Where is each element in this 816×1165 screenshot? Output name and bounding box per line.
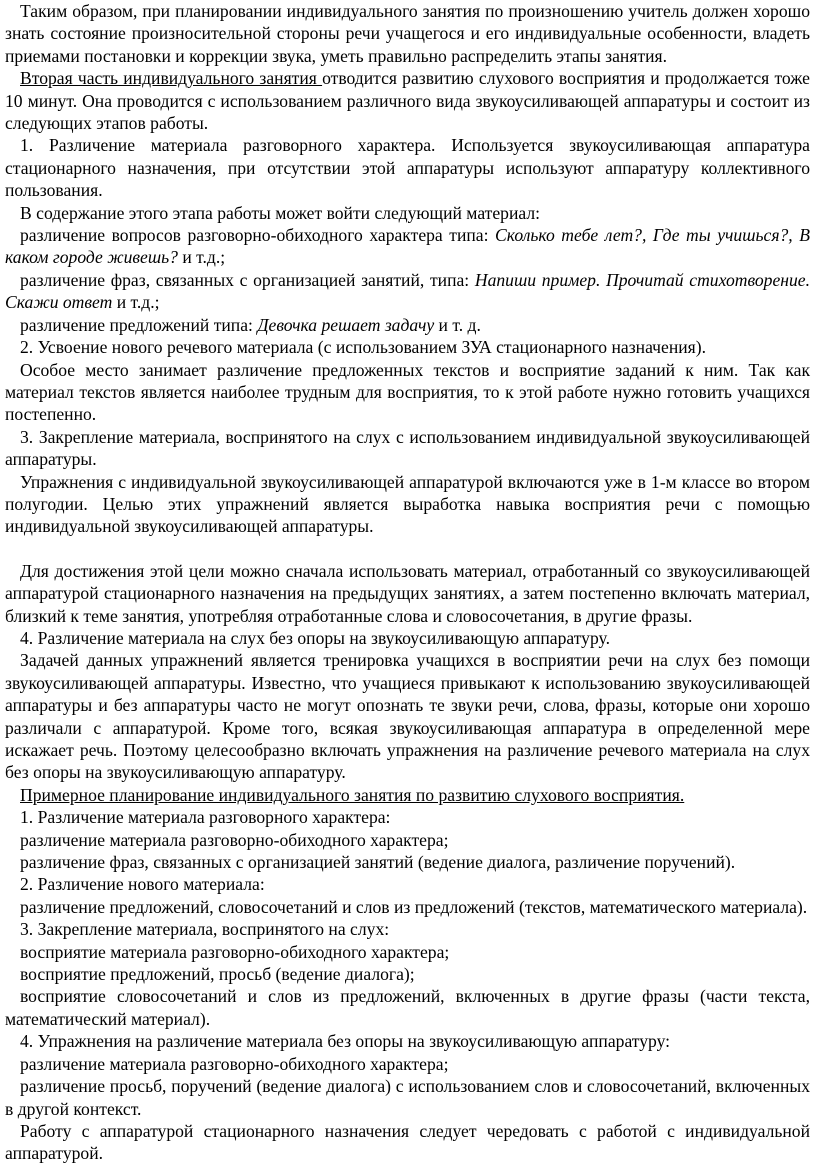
paragraph-step-3: 3. Закрепление материала, воспринятого на слух с использованием индивидуальной звукоусиливающей аппаратуры. [5, 426, 810, 470]
paragraph-final: Работу с аппаратурой стационарного назначения следует чередовать с работой с индивидуальной аппаратурой. [5, 1120, 810, 1164]
paragraph-plan-3a: восприятие материала разговорно-обиходного характера; [20, 941, 450, 962]
underlined-heading: Вторая часть индивидуального занятия [20, 68, 323, 89]
paragraph-questions: различение вопросов разговорно-обиходного характера типа: Сколько тебе лет?, Где ты учишься?, В каком городе живешь? и т.д.; [5, 225, 810, 268]
paragraph-plan-2a: различение предложений, словосочетаний и слов из предложений (текстов, математического материала). [20, 896, 808, 917]
paragraph-plan-3b: восприятие предложений, просьб (ведение диалога); [20, 964, 415, 985]
paragraph-plan-4: 4. Упражнения на различение материала без опоры на звукоусиливающую аппаратуру: [20, 1031, 671, 1052]
paragraph-plan-3c: восприятие словосочетаний и слов из предложений, включенных в другие фразы (части текста, математический материал). [5, 986, 810, 1029]
paragraph-conclusion: Таким образом, при планировании индивидуального занятия по произношению учитель должен хорошо знать состояние произносительной стороны речи учащегося и его индивидуальные особенности, владеть приемами постановки и коррекции звука, уметь правильно распределить этапы занятия. [5, 1, 810, 66]
underlined-heading: Примерное планирование индивидуального занятия по развитию слухового восприятия. [20, 784, 685, 805]
paragraph-step-1: 1. Различение материала разговорного характера. Используется звукоусиливающая аппаратура стационарного назначения, при отсутствии этой аппаратуры используют аппаратуру коллективного пользования. [5, 135, 810, 201]
example-text: Девочка решает задачу [257, 314, 435, 335]
paragraph-task: Задачей данных упражнений является тренировка учащихся в восприятии речи на слух без помощи звукоусиливающей аппаратуры. Известно, что учащиеся привыкают к использованию звукоусиливающей аппаратуры и без аппаратуры часто не могут опознать те звуки речи, слова, фразы, которые они хорошо различали с аппаратурой. Кроме того, всякая звукоусиливающая аппаратура в определенной мере искажает речь. Поэтому целесообразно включать упражнения на различение речевого материала на слух без опоры на звукоусиливающую аппаратуру. [5, 650, 810, 783]
paragraph-plan-1: 1. Различение материала разговорного характера: [20, 807, 391, 828]
paragraph-phrases: различение фраз, связанных с организацией занятий, типа: Напиши пример. Прочитай стихотворение. Скажи ответ и т.д.; [5, 269, 811, 313]
example-text: Сколько тебе лет?, Где ты учишься?, В каком городе живешь? [5, 225, 810, 268]
paragraph-plan-1a: различение материала разговорно-обиходного характера; [20, 829, 449, 850]
paragraph-sentences: различение предложений типа: Девочка решает задачу и т. д. [20, 314, 481, 335]
paragraph-plan-3: 3. Закрепление материала, воспринятого на слух: [20, 919, 390, 940]
example-text: Напиши пример. Прочитай стихотворение. Скажи ответ [5, 269, 811, 313]
paragraph-content-intro: В содержание этого этапа работы может войти следующий материал: [20, 202, 541, 223]
paragraph-step-2: 2. Усвоение нового речевого материала (с использованием ЗУА стационарного назначения). [20, 337, 707, 358]
paragraph-texts: Особое место занимает различение предложенных текстов и восприятие заданий к ним. Так как материал текстов является наиболее трудным для восприятия, то к этой работе нужно готовить учащихся постепенно. [5, 359, 810, 425]
paragraph-exercises: Упражнения с индивидуальной звукоусиливающей аппаратурой включаются уже в 1-м классе во втором полугодии. Целью этих упражнений является выработка навыка восприятия речи с помощью индивидуальной звукоусиливающей аппаратуры. [5, 471, 810, 537]
paragraph-plan-2: 2. Различение нового материала: [20, 874, 265, 895]
paragraph-plan-heading [5, 784, 810, 806]
paragraph-step-4: 4. Различение материала на слух без опоры на звукоусиливающую аппаратуру. [20, 627, 610, 648]
paragraph-plan-1b: различение фраз, связанных с организацией занятий (ведение диалога, различение поручений). [20, 852, 736, 873]
paragraph-goal: Для достижения этой цели можно сначала использовать материал, отработанный со звукоусиливающей аппаратурой стационарного назначения на предыдущих занятиях, а затем постепенно включать материал, близкий к теме занятия, употребляя отработанные слова и словосочетания, в другие фразы. [5, 560, 810, 626]
paragraph-plan-4b: различение просьб, поручений (ведение диалога) с использованием слов и словосочетаний, включенных в другой контекст. [5, 1076, 810, 1119]
paragraph-plan-4a: различение материала разговорно-обиходного характера; [20, 1053, 449, 1074]
paragraph-second-part: Вторая часть индивидуального занятия отводится развитию слухового восприятия и продолжается тоже 10 минут. Она проводится с использованием различного вида звукоусиливающей аппаратуры и состоит из следующих этапов работы. [5, 68, 810, 134]
